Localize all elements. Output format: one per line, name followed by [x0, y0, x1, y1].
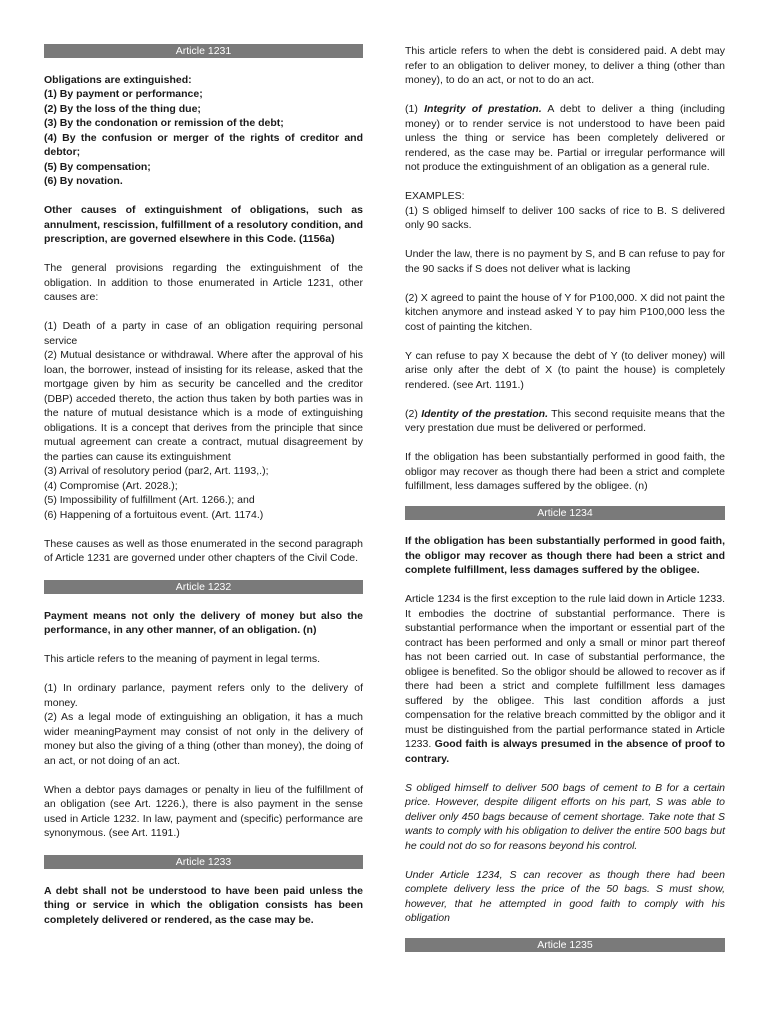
article-1234-text: If the obligation has been substantially performed in good faith, the obligor may recover as though there had been a strict and complete fulfillment, less damages suffered by the obligee.: [405, 535, 725, 576]
example-2-law: Y can refuse to pay X because the debt of Y (to deliver money) will arise only after the debt of X (to paint the house) is completely rendered. (see Art. 1191.): [405, 349, 725, 391]
intro-paragraph: This article refers to when the debt is considered paid. A debt may refer to an obligation to deliver money, to deliver a thing (other than money), to do an act, or not to do an act.: [405, 45, 725, 86]
example-italic-1: S obliged himself to deliver 500 bags of cement to B for a certain price. However, despite diligent efforts on his part, S was able to deliver only 450 bags because of cement shortage. Take note that S wants to comply with his obligation to deliver the entire 500 bags but he could not do so for reasons beyond his control.: [405, 781, 725, 852]
other-causes-list: [44, 319, 363, 522]
closing-paragraph: These causes as well as those enumerated in the second paragraph of Article 1231 are governed under other chapters of the Civil Code.: [44, 537, 363, 564]
integrity-paragraph: (1) Integrity of prestation. A debt to deliver a thing (including money) or to render service is not understood to have been paid unless the thing or service has been completely delivered or rendered, as the case may be. Partial or irregular performance will not produce the extinguishment of an obligation as a general rule.: [405, 103, 725, 173]
list-item: (2) Mutual desistance or withdrawal. Where after the approval of his loan, the borrower, instead of insisting for its release, asked that the mortgage given by him as security be cancelled and the creditor (DBP) acceded thereto, the action thus taken by both parties was in the nature of mutual desistance which is a mode of extinguishing obligations. It is a concept that derives from the principle that since mutual agreement can create a contract, mutual disagreement by the parties can cause its extinguishment: [44, 349, 363, 463]
list-item: Obligations are extinguished:: [44, 73, 192, 86]
integrity-term: Integrity of prestation.: [424, 103, 542, 115]
list-item: (3) Arrival of resolutory period (par2, Art. 1193,.);: [44, 465, 269, 477]
examples-label: EXAMPLES:: [405, 190, 465, 202]
list-item: (4) By the confusion or merger of the rights of creditor and debtor;: [44, 131, 363, 158]
paragraph: This article refers to the meaning of payment in legal terms.: [44, 653, 321, 665]
example-italic-2: Under Article 1234, S can recover as though there had been complete delivery less the price of the 50 bags. S must show, however, that he attempted in good faith to comply with his obligation: [405, 868, 725, 924]
list-item: (1) By payment or performance;: [44, 88, 203, 100]
good-faith-paragraph: If the obligation has been substantially performed in good faith, the obligor may recover as though there had been a strict and complete fulfillment, less damages suffered by the obligee. (n): [405, 451, 725, 492]
article-1234-body: Article 1234 is the first exception to the rule laid down in Article 1233. It embodies the doctrine of substantial performance. There is substantial performance when the important or essential part of the contract has been performed and only a small or minor part thereof has not been carried out. In case of substantial performance, the obligee is benefited. So the obligor should be allowed to recover as if there had been a strict and complete fulfillment less damages suffered by the obligee. This last condition affords a just compensation for the relative breach committed by the obligor and it must be distinguished from the partial performance stated in Article 1233. Good faith is always presumed in the absence of proof to contrary.: [405, 593, 725, 765]
article-1231-header: Article 1231: [44, 44, 363, 58]
paragraph: When a debtor pays damages or penalty in lieu of the fulfillment of an obligation (see Art. 1226.), there is also payment in the sense used in Article 1232. In law, payment and (specific) performance are synonymous. (see Art. 1191.): [44, 783, 363, 839]
identity-term: Identity of the prestation.: [421, 407, 548, 420]
article-1235-header: Article 1235: [405, 938, 725, 952]
list-item: (1) Death of a party in case of an obligation requiring personal service: [44, 320, 363, 347]
article-1232-text: Payment means not only the delivery of money but also the performance, in any other manner, of an obligation. (n): [44, 609, 363, 636]
list-item: (3) By the condonation or remission of the debt;: [44, 117, 284, 129]
paragraph: (2) As a legal mode of extinguishing an obligation, it has a much wider meaningPayment may consist of not only in the delivery of money but also the giving of a thing (other than money), the doing of an act, or not doing of an act.: [44, 711, 363, 767]
identity-paragraph: (2) Identity of the prestation. This second requisite means that the very prestation due must be delivered or performed.: [405, 407, 726, 434]
article-1233-text: A debt shall not be understood to have been paid unless the thing or service in which the obligation consists has been completely delivered or rendered, as the case may be.: [44, 884, 363, 926]
list-item: (4) Compromise (Art. 2028.);: [44, 479, 178, 492]
article-1233-header: Article 1233: [44, 855, 363, 869]
list-item: (5) By compensation;: [44, 160, 151, 173]
list-item: (6) Happening of a fortuitous event. (Art. 1174.): [44, 508, 264, 521]
article-1231-list: [44, 73, 363, 189]
article-1234-header: Article 1234: [405, 506, 725, 520]
list-item: (5) Impossibility of fulfillment (Art. 1266.); and: [44, 494, 255, 506]
list-item: (2) By the loss of the thing due;: [44, 102, 201, 115]
other-causes-paragraph: Other causes of extinguishment of obligations, such as annulment, rescission, fulfillment of a resolutory condition, and prescription, are governed elsewhere in this Code. (1156a): [44, 204, 363, 245]
example-2: (2) X agreed to paint the house of Y for P100,000. X did not paint the kitchen anymore and instead asked Y to pay him P100,000 less the cost of painting the kitchen.: [405, 291, 725, 333]
general-provisions-paragraph: The general provisions regarding the extinguishment of the obligation. In addition to those enumerated in Article 1231, other causes are:: [44, 262, 363, 303]
example-1: (1) S obliged himself to deliver 100 sacks of rice to B. S delivered only 90 sacks.: [405, 204, 725, 231]
left-column: [44, 44, 363, 927]
paragraph: (1) In ordinary parlance, payment refers only to the delivery of money.: [44, 682, 363, 709]
right-column: [405, 44, 725, 952]
list-item: (6) By novation.: [44, 175, 123, 187]
example-1-law: Under the law, there is no payment by S, and B can refuse to pay for the 90 sacks if S does not deliver what is lacking: [405, 248, 725, 275]
article-1232-header: Article 1232: [44, 580, 363, 594]
